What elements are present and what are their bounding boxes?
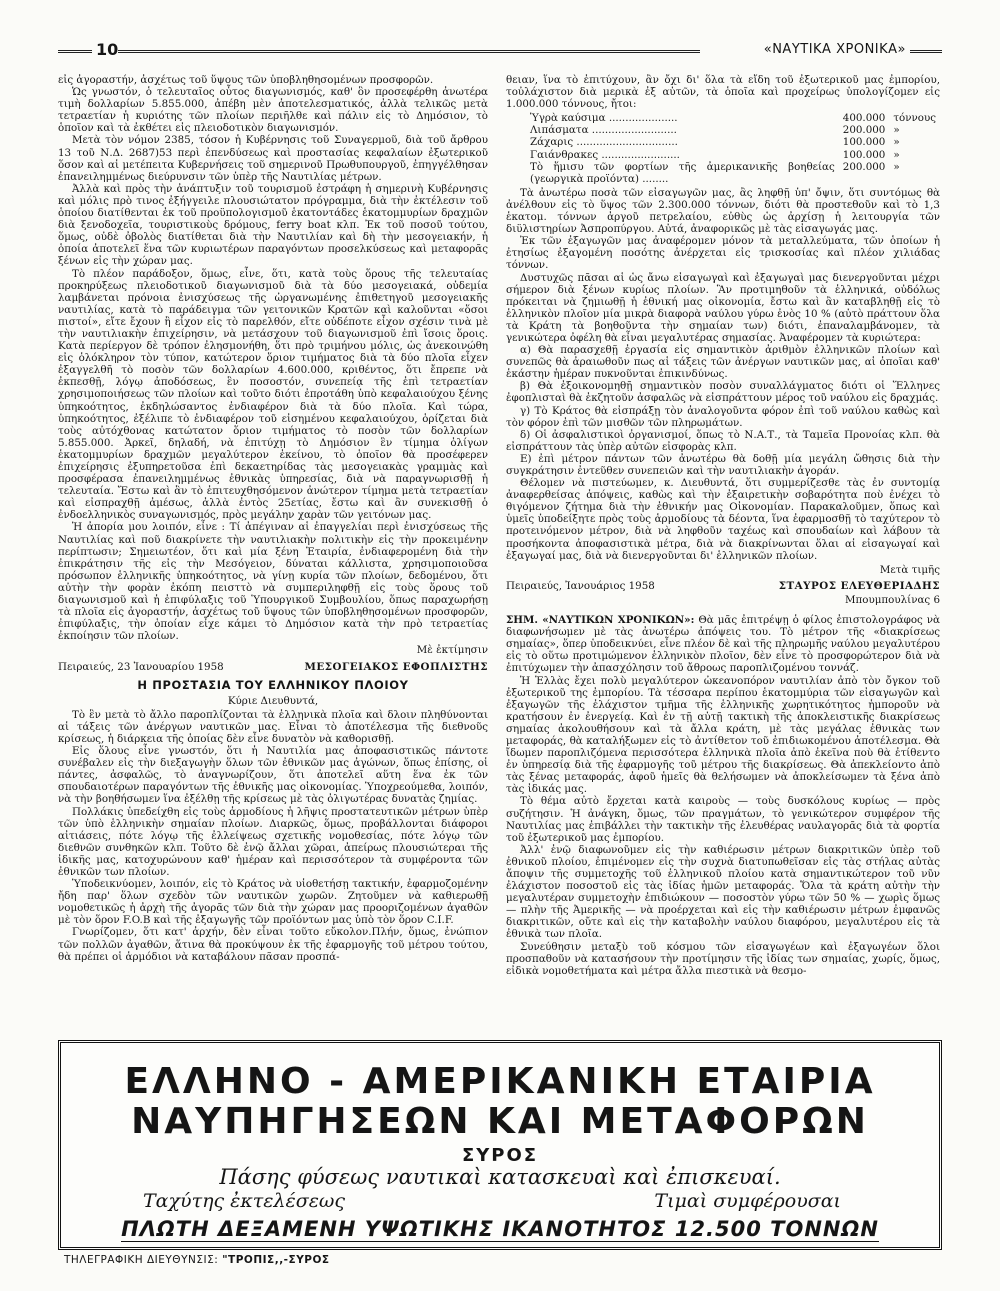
- table-cell-value: 400.000: [842, 112, 886, 125]
- paragraph: Τὸ θέμα αὐτὸ ἔρχεται κατὰ καιροὺς — τοὺς δυσκόλους κυρίως — πρὸς συζήτησιν. Ἡ ἀνάγκη, ὅμως, τῶν πραγμάτων, τὸ γενικώτερον συμφέρον τῆς Ναυτιλίας μας ἐπιβάλλει τὴν τακτικὴν τῆς ἐλευθέρας ναυλαγορᾶς διὰ τὰ φορτία τοῦ ἐξωτερικοῦ μας ἐμπορίου.: [506, 795, 940, 844]
- table-row: [526, 124, 940, 136]
- paragraph: εἰς ἀγοραστήν, ἀσχέτως τοῦ ὕψους τῶν ὑποβληθησομένων προσφορῶν.: [58, 74, 434, 86]
- paragraph: β) Θὰ ἐξοικονομηθῇ σημαντικὸν ποσὸν συναλλάγματος διότι οἱ Ἕλληνες ἐφοπλισταὶ θὰ ἐκζητοῦν ἀσφαλῶς νὰ εἰσπράττουν μέρος τοῦ ναύλου εἰς δραχμάς.: [506, 380, 940, 405]
- letter-closing: Μὲ ἐκτίμησιν: [416, 644, 488, 657]
- paragraph: Ἡ ἀπορία μου λοιπόν, εἶνε : Τί ἀπέγιναν αἱ ἐπαγγελίαι περὶ ἐνισχύσεως τῆς Ναυτιλίας καὶ ποῦ διακρίνετε τὴν ναυτιλιακὴν πολιτικὴν εἰς τὴν προκειμένην περίπτωσιν; Σημειωτέον, ὅτι καὶ μία ξένη Ἑταιρία, ἐνδιαφερομένη διὰ τὴν ἐπικράτησιν τῆς εἰς τὴν Μεσόγειον, δύναται κάλλιστα, χρησιμοποιοῦσα πρόσωπον ἑλληνικῆς ὑπηκοότητος, νὰ γίνῃ κυρία τῶν πλοίων, δεδομένου, ὅτι αὐτὴν τὴν φορὰν ἐκόπη πεισττὸ νὰ συμπεριληφθῇ εἰς τοὺς ὅρους τοῦ διαγωνισμοῦ καὶ ἡ ἐπιφύλαξις τοῦ Ὑπουργικοῦ Συμβουλίου, ὅπως παραχωρήσῃ τὰ πλοῖα εἰς ἀγοραστήν, ἀσχέτως τοῦ ὕψους τῶν ὑποβληθησομένων προσφορῶν, ἐπιφύλαξις, τὴν ὁποίαν εἶχε κάμει τὸ Δημόσιον κατὰ τὴν πρὸ τετραετίας ἐκποίησιν τῶν πλοίων.: [58, 521, 488, 643]
- table-cell-name: Ὑγρὰ καύσιμα .....................: [530, 112, 678, 125]
- table-cell-name: Γαιάνθρακες ........................: [530, 148, 680, 161]
- paragraph: Τὸ ἓν μετὰ τὸ ἄλλο παροπλίζονται τὰ ἑλληνικὰ πλοῖα καὶ δλοιν πληθύνονται αἱ τάξεις τῶν ἀνέργων ναυτικῶν μας. Εἶναι τὸ ἀποτέλεσμα τῆς διεθνοῦς κρίσεως, ἡ διάρκεια τῆς ὁποίας δὲν εἶνε δυνατὸν νὰ καθορισθῇ.: [58, 708, 488, 745]
- ad-services: Πάσης φύσεως ναυτικαὶ κατασκευαὶ καὶ ἐπισκευαί.: [219, 1165, 781, 1189]
- table-row: [526, 161, 940, 185]
- signature-name: ΜΕΣΟΓΕΙΑΚΟΣ ΕΦΟΠΛΙΣΤΗΣ: [304, 660, 488, 673]
- paragraph: Ἐκ τῶν ἐξαγωγῶν μας ἀναφέρομεν μόνον τὰ μεταλλεύματα, τῶν ὁποίων ἡ ἐτησίως ἐξαγομένη ποσότης ἀνέρχεται εἰς τρισκοσίας καὶ πλέον χιλιάδας τόννων.: [506, 235, 940, 272]
- paragraph: Πολλάκις ὑπεδείχθη εἰς τοὺς ἁρμοδίους ἡ λῆψις προστατευτικῶν μέτρων ὑπὲρ τῶν ὑπὸ ἑλληνικὴν σημαίαν πλοίων. Διαρκῶς, ὅμως, προβάλλονται διάφοροι αἰτιάσεις, πότε λόγῳ τῆς ἐλλείψεως σχετικῆς νομοθεσίας, πότε λόγῳ τῶν διεθνῶν συνθηκῶν κλπ. Τοῦτο δὲ ἐνῷ ἄλλαι χῶραι, ἀπείρως πλουσιώτεραι τῆς ἰδικῆς μας, κατοχυρώνουν καθ' ἡμέραν καὶ περισσότερον τὰ συμφέροντα τῶν ἐθνικῶν των πλοίων.: [58, 805, 488, 878]
- letter-signature: [506, 580, 940, 592]
- telegraph-label: ΤΗΛΕΓΡΑΦΙΚΗ ΔΙΕΥΘΥΝΣΙΣ:: [64, 1254, 219, 1266]
- ad-company-name-line1: ΕΛΛΗΝΟ - ΑΜΕΡΙΚΑΝΙΚΗ ΕΤΑΙΡΙΑ: [124, 1061, 876, 1102]
- table-cell-value: 200.000: [842, 124, 886, 137]
- editor-note: [506, 614, 940, 674]
- table-cell-name: Ζάχαρις ...............................: [530, 136, 678, 149]
- paragraph: Ἀλλὰ καὶ πρὸς τὴν ἀνάπτυξιν τοῦ τουρισμοῦ ἐστράφη ἡ σημερινὴ Κυβέρνησις καὶ μόλις πρὸ τινος ἐξήγγειλε πλουσιώτατον πρόγραμμα, διὰ τὴν ἐκτέλεσιν τοῦ ὁποίου διατίθενται ἐκ τοῦ προϋπολογισμοῦ ἑκατοντάδες ἑκατομμυρίων δραχμῶν διὰ ξενοδοχεῖα, τουριστικοὺς δρόμους, ferry boat κλπ. Ἐκ τοῦ ποσοῦ τούτου, ὅμως, οὐδὲ ὀβολὸς διατίθεται διὰ τὴν Ναυτιλίαν καὶ δὴ τὴν μεσογειακήν, ἡ ὁποία ἀποτελεῖ ἕνα τῶν κυριωτέρων παραγόντων προσελκύσεως καὶ μεταφορᾶς ξένων εἰς τὴν χώραν μας.: [58, 182, 488, 268]
- paragraph: Θέλομεν νὰ πιστεύωμεν, κ. Διευθυντά, ὅτι συμμερίζεσθε τὰς ἐν συντομίᾳ ἀναφερθείσας ἀπόψεις, καθὼς καὶ τὴν ἐξαιρετικὴν σοβαρότητα ποὺ ἐνέχει τὸ θιγόμενον ζήτημα διὰ τὴν ἐθνικήν μας Οἰκονομίαν. Παρακαλοῦμεν, ὅπως καὶ ὑμεῖς ὑποδείξητε πρὸς τοὺς ἁρμοδίους τὰ δέοντα, ἵνα ἐφαρμοσθῇ τὸ ταχύτερον τὸ προτεινόμενον μέτρον, διὰ νὰ ληφθοῦν ταχέως καὶ σπουδαίων καὶ λάβουν τὰ προσήκοντα ἀποφασιστικὰ μέτρα, διὰ νὰ διακρίνωνται ὅλαι αἱ εἰσαγωγαί καὶ ἐξαγωγαί μας, διὰ νὰ διενεργοῦνται δι' ἑλληνικῶν πλοίων.: [506, 477, 940, 562]
- table-cell-unit: »: [893, 160, 900, 173]
- ad-drydock-line: [61, 1217, 939, 1241]
- table-row: [526, 136, 940, 148]
- ad-slogan-left: Ταχύτης ἐκτελέσεως: [143, 1190, 346, 1212]
- right-column: [506, 74, 940, 977]
- paragraph: Ὑποδεικνύομεν, λοιπόν, εἰς τὸ Κράτος νὰ υἱοθετήσῃ τακτικήν, ἐφαρμοζομένην ἤδη παρ' ὅλων σχεδὸν τῶν ναυτικῶν χωρῶν. Ζητοῦμεν νὰ καθιερωθῇ νομοθετικῶς ἡ ἀρχὴ τῆς ἀγορᾶς τῶν διὰ τὴν χώραν μας προοριζομένων ἀγαθῶν μὲ τὸν ὅρον F.O.B καὶ τῆς ἐξαγωγῆς τῶν προϊόντων μας ὑπὸ τὸν ὅρον C.I.F.: [58, 878, 488, 927]
- salutation: Κύριε Διευθυντά,: [227, 694, 319, 707]
- editor-note-text: Θὰ μᾶς ἐπιτρέψῃ ὁ φίλος ἐπιστολογράφος νὰ διαφωνήσωμεν μὲ τὰς ἀνωτέρω ἀπόψεις του. Τὸ μέτρον τῆς «διακρίσεως σημαίας», ὅπερ ὑποδεικνύει, εἶνε πλέον δὲ καὶ τῆς πληρωμῆς ναύλου μεγαλυτέρου εἰς τὸ οὕτω προτιμώμενον ἑλληνικὸν πλοῖον, δὲν εἶνε τὸ προσφορώτερον διὰ νὰ ἐπιτύχωμεν τὴν ἀπασχόλησιν τοῦ ἄθροως παροπλιζομένου τοννάζ.: [506, 614, 940, 675]
- page-header: [58, 38, 942, 66]
- paragraph: Ὡς γνωστόν, ὁ τελευταῖος οὗτος διαγωνισμός, καθ' ὃν προσεφέρθη ἀνωτέρα τιμὴ δολλαρίων 5.855.000, ἀπέβη μὲν ἀποτελεσματικός, ἀλλὰ τελικῶς μετὰ τετραετίαν ἡ κυριότης τῶν πλοίων περιῆλθε καὶ πάλιν εἰς τὸ Δημόσιον, τὸ ὁποῖον καὶ τὰ ἐκθέτει εἰς πλειοδοτικὸν διαγωνισμόν.: [58, 86, 488, 135]
- paragraph: Εἰς ὅλους εἶνε γνωστόν, ὅτι ἡ Ναυτιλία μας ἀποφασιστικῶς πάντοτε συνέβαλεν εἰς τὴν διεξαγωγὴν ὅλων τῶν ἐθνικῶν μας ἀγώνων, ὅπως ἐπίσης, οἱ πάντες, ἀσφαλῶς, τὸ ἀναγνωρίζουν, ὅτι ἀποτελεῖ αὕτη ἕνα ἐκ τῶν σπουδαιοτέρων παραγόντων τῆς ἐθνικῆς μας οἰκονομίας. Ὑποχρεούμεθα, λοιπόν, νὰ τὴν βοηθήσωμεν ἵνα ἐξέλθῃ τῆς κρίσεως μὲ τὰς ὀλιγωτέρας δυνατὰς ζημίας.: [58, 745, 488, 806]
- telegraph-value: "ΤΡΟΠΙΣ,,-ΣΥΡΟΣ: [222, 1254, 330, 1266]
- paragraph: Τὰ ἀνωτέρω ποσὰ τῶν εἰσαγωγῶν μας, ἂς ληφθῇ ὑπ' ὄψιν, ὅτι συντόμως θὰ ἀνέλθουν εἰς τὸ ὕψος τῶν 2.300.000 τόννων, διότι θὰ προστεθοῦν καὶ τὸ 1,3 ἑκατομ. τόννων ἀργοῦ πετρελαίου, εὐθὺς ὡς ἀρχίσῃ ἡ λειτουργία τῶν διϋλιστηρίων Ἀσπροπύργου. Αὐτά, ἀναφορικῶς μὲ τὰς εἰσαγωγάς μας.: [506, 186, 940, 236]
- paragraph: θειαν, ἵνα τὸ ἐπιτύχουν, ἂν ὄχι δι' ὅλα τὰ εἴδη τοῦ ἐξωτερικοῦ μας ἐμπορίου, τοὐλάχιστον διὰ μερικὰ ἐξ αὐτῶν, τὰ ὁποῖα καὶ προχείρως ὑπολογίζομεν εἰς 1.000.000 τόννους, ἤτοι:: [506, 74, 940, 111]
- ad-drydock-text: ΠΛΩΤΗ ΔΕΞΑΜΕΝΗ ΥΨΩΤΙΚΗΣ ΙΚΑΝΟΤΗΤΟΣ 12.500 ΤΟΝΝΩΝ: [121, 1217, 879, 1241]
- header-rule: [118, 50, 700, 53]
- signature-address: Μπουμπουλίνας 6: [844, 593, 940, 606]
- editor-note-lead: ΣΗΜ. «ΝΑΥΤΙΚΩΝ ΧΡΟΝΙΚΩΝ»:: [506, 614, 695, 627]
- table-cell-name: Τὸ ἥμισυ τῶν φορτίων τῆς ἀμερικανικῆς βοηθείας (γεωργικὰ προϊόντα) ........: [530, 160, 835, 185]
- paragraph: α) Θὰ παρασχεθῇ ἐργασία εἰς σημαντικὸν ἀριθμὸν ἑλληνικῶν πλοίων καὶ συνεπῶς θὰ ἀραιωθοῦν πως αἱ τάξεις τῶν ἀνέργων ναυτικῶν μας, αἱ ὁποῖαι καθ' ἑκάστην ἡμέραν πυκνοῦνται ἐπικινδύνως.: [506, 344, 940, 381]
- telegraph-address: [64, 1254, 330, 1266]
- ad-company-name-line2: ΝΑΥΠΗΓΗΣΕΩΝ ΚΑΙ ΜΕΤΑΦΟΡΩΝ: [131, 1101, 869, 1142]
- letter-closing: Μετὰ τιμῆς: [879, 563, 940, 576]
- table-row: [526, 149, 940, 161]
- publication-title: «ΝΑΥΤΙΚΑ ΧΡΟΝΙΚΑ»: [763, 42, 906, 57]
- paragraph: Δυστυχῶς πᾶσαι αἱ ὡς ἄνω εἰσαγωγαὶ καὶ ἐξαγωγαὶ μας διενεργοῦνται μέχρι σήμερον διὰ ξένων κυρίως πλοίων. Ἂν προτιμηθοῦν τὰ ἑλληνικά, οὐδόλως πρόκειται νὰ ζημιωθῇ ἡ ἐθνική μας οἰκονομία, ἔστω καὶ ἂν καταβληθῇ εἰς τὸ ἑλληνικὸν πλοῖον μία μικρὰ διαφορὰ ναύλου γύρω ἐνὸς 10 % (αὐτὸ πράττουν ὅλα τὰ Κράτη τὰ βοηθοῦντα τὴν σημαίαν των) διότι, ἐπαναλαμβάνομεν, τὰ γενικώτερα ὀφέλη θὰ εἶναι μεγαλυτέρας σημασίας. Ἀναφέρομεν τὰ κυριώτερα:: [506, 271, 940, 344]
- imports-table: [526, 112, 940, 185]
- header-rule: [58, 50, 92, 53]
- paragraph: Μετὰ τὸν νόμον 2385, τόσον ἡ Κυβέρνησις τοῦ Συναγερμοῦ, διὰ τοῦ ἄρθρου 13 τοῦ Ν.Δ. 2687)53 περὶ ἐπενδύσεως καὶ προστασίας κεφαλαίων ἐξωτερικοῦ ὅσον καὶ αἱ μετέπειτα Κυβερνήσεις τοῦ σημερινοῦ Πρωθυπουργοῦ, ἐπηγγέλθησαν ἐπανειλημμένως διεύρυνσιν τῶν ὑπὲρ τῆς Ναυτιλίας μέτρων.: [58, 134, 488, 183]
- signature-place-date: Πειραιεύς, Ἰανουάριος 1958: [506, 579, 655, 592]
- paragraph: γ) Τὸ Κράτος θὰ εἰσπράξῃ τὸν ἀναλογοῦντα φόρον ἐπὶ τοῦ ναύλου καθὼς καὶ τὸν φόρον ἐπὶ τῶν μισθῶν τῶν πληρωμάτων.: [506, 404, 940, 429]
- paragraph: Συνεύθησιν μεταξὺ τοῦ κόσμου τῶν εἰσαγωγέων καὶ ἐξαγωγέων ὅλοι προσπαθοῦν νὰ κατασήσουν τὴν προτίμησιν τῆς ἰδίας των σημαίας, χωρίς, ὅμως, εἰδικὰ νομοθετήματα καὶ μέτρα ἄλλα πιεστικὰ νὰ θεσμο-: [506, 940, 940, 977]
- table-cell-unit: »: [893, 148, 900, 161]
- paragraph: Γνωρίζομεν, ὅτι κατ' ἀρχήν, δὲν εἶναι τοῦτο εὔκολον.Πλήν, ὅμως, ἐνώπιον τῶν πολλῶν ἀγαθῶν, ἅτινα θὰ προκύψουν ἐκ τῆς ἐφαρμογῆς τοῦ μέτρου τούτου, θὰ πρέπει οἱ ἁρμόδιοι νὰ καταβάλουν πᾶσαν προσπά-: [58, 926, 488, 963]
- table-cell-value: 200.000: [842, 160, 886, 173]
- paragraph: Τὸ πλέον παράδοξον, ὅμως, εἶνε, ὅτι, κατὰ τοὺς ὅρους τῆς τελευταίας προκηρύξεως πλειοδοτικοῦ διαγωνισμοῦ διὰ τὰ δύο μεσογειακά, οὐδεμία λαμβάνεται πρόνοια ἐνισχύσεως τῆς ὠργανωμένης ἐπιθετηγοῦ μεσογειακῆς ναυτιλίας, κατὰ τὸ παράδειγμα τῶν γειτονικῶν Κρατῶν καὶ καλοῦνται «ὅσοι πιστοί», εἴτε ἔχουν ἢ εἶχον εἰς τὸ παρελθόν, εἴτε οὐδέποτε εἶχον σχέσιν τινὰ μὲ τὴν ναυτιλιακὴν ἐπιχείρησιν, νὰ μετάσχουν τοῦ διαγωνισμοῦ ἐπὶ ἴσοις ὅροις. Κατὰ περίεργον δὲ τρόπον ἐλησμονήθη, ὅτι πρὸ τριμήνου μόλις, ὡς ἀνεκοινώθη εἰς ὁλόκληρον τὸν τύπον, κατώτερον ὅριον τιμήματος διὰ τὰ δύο πλοῖα εἶχεν ἐξαγγελθῆ τὸ ποσὸν τῶν δολλαρίων 4.600.000, κριθέντος, ὅτι ἔπρεπε νὰ ἐκπεσθῇ, λόγῳ ἀποδόσεως, ἓν ποσοστόν, συνεπείᾳ τῆς ἐπὶ τετραετίαν χρησιμοποιήσεως τῶν πλοίων καὶ τοῦτο διότι ἐπροτάθη ὑπὸ κεφαλαιούχου ξένης ὑπηκοότητος, ἐκδηλώσαντος ἐνδιαφέρον διὰ τὰ δύο πλοῖα. Καὶ τώρα, ὑπηκοότητος, ἐξέλιπε τὸ ἐνδιαφέρον τοῦ εἰσημένου κεφαλαιούχου, ὁρίζεται διὰ τοὺς αὐτόχθονας κατώτατον ὅριον τιμήματος τὸ ποσὸν τῶν δολλαρίων 5.855.000. Ἀρκεῖ, δηλαδή, νὰ ἐπιτύχῃ τὸ Δημόσιον ἓν τίμημα ὀλίγων ἑκατομμυρίων δραχμῶν μεγαλύτερον ἐκείνου, τὸ ὁποῖον θὰ προσέφερεν ἐπιχείρησις ἐξυπηρετοῦσα ἐπὶ δεκαετηρίδας τὰς μεσογειακὰς γραμμὰς καὶ προσφέρασα ἐπανειλημμένως ἐθνικὰς ὑπηρεσίας, διὰ νὰ παραγνωρισθῇ ἡ τελευταία. Ἔστω καὶ ἂν τὸ ἐπιτευχθησόμενον ἀνώτερον τίμημα μετὰ τετραετίαν καὶ εἰσπραχθῇ ἀμέσως, ἀλλὰ ἐντὸς 25ετίας, ἔστω καὶ ἂν συνεκισθῇ ὁ ἐνδοελληνικὸς συναγωνισμός, πρὸς μεγάλην χαρὰν τῶν γειτόνων μας.: [58, 267, 488, 522]
- header-rule: [910, 50, 942, 53]
- page-number: 10: [96, 40, 119, 59]
- paragraph: Ε) ἐπὶ μέτρον πάντων τῶν ἀνωτέρω θὰ δοθῇ μία μεγάλη ὤθησις διὰ τὴν συγκράτησιν ἐντεῦθεν συνεπειῶν καὶ τὴν ναυτιλιακὴν ἀγοράν.: [506, 452, 940, 477]
- table-cell-name: Λιπάσματα ..........................: [530, 124, 677, 137]
- ad-location: ΣΥΡΟΣ: [461, 1145, 539, 1166]
- signature-name: ΣΤΑΥΡΟΣ ΕΛΕΥΘΕΡΙΑΔΗΣ: [778, 579, 940, 592]
- table-cell-value: 100.000: [842, 148, 886, 161]
- table-cell-unit: »: [893, 124, 900, 137]
- table-cell-value: 100.000: [842, 136, 886, 149]
- advertisement-box: [58, 1040, 942, 1250]
- table-cell-unit: τόννους: [893, 112, 936, 125]
- signature-place-date: Πειραιεύς, 23 Ἰανουαρίου 1958: [58, 660, 224, 673]
- table-row: [526, 112, 940, 124]
- paragraph: δ) Οἱ ἀσφαλιστικοὶ ὀργανισμοί, ὅπως τὸ Ν.Α.Τ., τὰ Ταμεῖα Προνοίας κλπ. θὰ εἰσπράττουν τὰς ὑπὲρ αὐτῶν εἰσφορὰς κλπ.: [506, 428, 940, 453]
- paragraph: Ἡ Ἑλλὰς ἔχει πολὺ μεγαλύτερον ὠκεανοπόρον ναυτιλίαν ἀπὸ τὸν ὄγκον τοῦ ἐξωτερικοῦ της ἐμπορίου. Τὰ τέσσαρα περίπου ἑκατομμύρια τῶν εἰσαγωγῶν καὶ ἐξαγωγῶν τῆς ἐλάχιστον τμῆμα τῆς ἑλληνικῆς χωρητικότητος ἡμποροῦν νὰ κρατήσουν ἐν ἐνεργείᾳ. Καὶ ἐν τῇ αὐτῇ τακτικὴ τῆς ἀποκλειστικῆς διακρίσεως σημαίας ἀκολουθήσουν καὶ τὰ ἄλλα κράτη, μὲ τὰς μεγάλας ἐθνικὰς των μεταφοράς, θὰ καταλήξωμεν εἰς τὸ ἀντίθετον τοῦ ἐπιδιωκομένου ἀποτέλεσμα. Θὰ ἴδωμεν παροπλιζόμενα περισσότερα ἑλληνικὰ πλοῖα ἀπὸ ἐκεῖνα ποὺ θὰ ἐτίθεντο ἐν ὑπηρεσίᾳ διὰ τῆς ἐφαρμογῆς τοῦ μέτρου τῆς διακρίσεως. Θὰ ἀπεκλείοντο ἀπὸ τὰς ξένας μεταφοράς, ἀφοῦ ἡμεῖς θὰ θελήσωμεν νὰ ἀποκλείσωμεν τὰ ξένα ἀπὸ τὰς ἰδικάς μας.: [506, 674, 940, 796]
- table-cell-unit: »: [893, 136, 900, 149]
- ad-slogan-right: Τιμαὶ συμφέρουσαι: [654, 1190, 841, 1212]
- letter-signature: [58, 661, 488, 673]
- left-column: [58, 74, 488, 963]
- paragraph: Ἀλλ' ἐνῷ διαφωνοῦμεν εἰς τὴν καθιέρωσιν μέτρων διακριτικῶν ὑπὲρ τοῦ ἐθνικοῦ πλοίου, ἐπιμένομεν εἰς τὴν συχνὰ διατυπωθεῖσαν εἰς τὰς στήλας αὐτὰς ἄποψιν τῆς συμμετοχῆς τοῦ ἑλληνικοῦ πλοίου κατὰ σημαντικώτερον τοῦ νῦν ἐλάχιστον ποσοστοῦ εἰς τὰς ἰδίας ἡμῶν μεταφοράς. Ὅλα τὰ κράτη αὐτὴν τὴν μεγαλυτέραν συμμετοχὴν ἐπιδιώκουν — ποσοστὸν γύρω τῶν 50 % — χωρὶς ὅμως — πλὴν τῆς Ἀμερικῆς — νὰ προέρχεται καὶ εἰς τὴν καθιέρωσιν μέτρων ἐμφανῶς διακριτικῶν, οὔτε καὶ εἰς τὴν καταβολὴν ναύλου διαφόρου, μεγαλυτέρου εἰς τὰ ἐθνικὰ των πλοῖα.: [506, 843, 940, 941]
- article-headline: Η ΠΡΟΣΤΑΣΙΑ ΤΟΥ ΕΛΛΗΝΙΚΟΥ ΠΛΟΙΟΥ: [137, 677, 409, 692]
